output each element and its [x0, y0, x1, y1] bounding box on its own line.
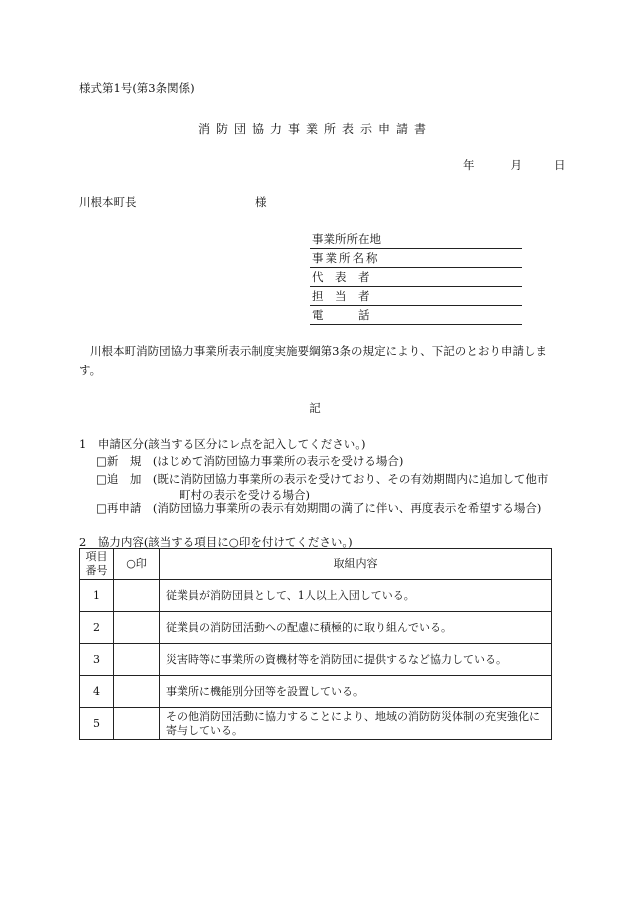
header-content: 取組内容 [160, 549, 552, 580]
table-header-row [80, 549, 552, 580]
option-add[interactable]: □追 加 (既に消防団協力事業所の表示を受けており、その有効期間内に追加して他市 [96, 472, 549, 486]
section1-heading: 1 申請区分(該当する区分にレ点を記入してください。) [79, 437, 366, 451]
year-label: 年 [463, 158, 475, 172]
row-number: 5 [80, 708, 114, 740]
row-content: その他消防団活動に協力することにより、地域の消防防災体制の充実強化に寄与している。 [160, 708, 552, 740]
row-content: 従業員が消防団員として、1人以上入団している。 [160, 580, 552, 612]
row-content: 事業所に機能別分団等を設置している。 [160, 676, 552, 708]
row-content: 従業員の消防団活動への配慮に積極的に取り組んでいる。 [160, 612, 552, 644]
header-item-number-line2: 番号 [85, 564, 108, 577]
representative-label: 代 表 者 [312, 270, 370, 284]
applicant-name-label: 事業所名称 [312, 251, 380, 265]
row-mark-cell[interactable] [114, 708, 160, 740]
contact-person-label: 担 当 者 [312, 289, 370, 303]
section2-heading: 2 協力内容(該当する項目に○印を付けてください。) [79, 535, 353, 549]
row-number: 2 [80, 612, 114, 644]
table-row [80, 612, 552, 644]
applicant-address-label: 事業所所在地 [312, 232, 381, 246]
day-label: 日 [554, 158, 566, 172]
row-content: 災害時等に事業所の資機材等を消防団に提供するなど協力している。 [160, 644, 552, 676]
representative-field[interactable] [310, 268, 522, 287]
row-mark-cell[interactable] [114, 612, 160, 644]
body-paragraph: 川根本町消防団協力事業所表示制度実施要綱第3条の規定により、下記のとおり申請します。 [79, 344, 547, 377]
month-label: 月 [510, 158, 522, 172]
table-row [80, 708, 552, 740]
option-reapply[interactable]: □再申請 (消防団協力事業所の表示有効期間の満了に伴い、再度表示を希望する場合) [96, 501, 542, 515]
ki-heading: 記 [309, 401, 321, 415]
applicant-name-field[interactable] [310, 249, 522, 268]
row-number: 3 [80, 644, 114, 676]
row-mark-cell[interactable] [114, 580, 160, 612]
phone-field[interactable] [310, 306, 522, 325]
header-item-number [80, 549, 114, 580]
row-mark-cell[interactable] [114, 644, 160, 676]
form-number: 様式第1号(第3条関係) [79, 81, 195, 95]
applicant-address-field[interactable] [310, 230, 522, 249]
honorific: 様 [255, 195, 267, 209]
header-mark: ○印 [114, 549, 160, 580]
addressee: 川根本町長 [79, 195, 137, 209]
document-title: 消防団協力事業所表示申請書 [197, 122, 432, 136]
header-item-number-line1: 項目 [85, 550, 108, 563]
applicant-fields [310, 230, 522, 325]
table-row [80, 580, 552, 612]
row-mark-cell[interactable] [114, 676, 160, 708]
row-number: 1 [80, 580, 114, 612]
contact-person-field[interactable] [310, 287, 522, 306]
row-number: 4 [80, 676, 114, 708]
date-line [463, 157, 566, 173]
option-new[interactable]: □新 規 (はじめて消防団協力事業所の表示を受ける場合) [96, 454, 404, 468]
phone-label: 電 話 [312, 308, 370, 322]
cooperation-table [79, 548, 552, 740]
option-add-continued: 町村の表示を受ける場合) [179, 488, 310, 502]
table-row [80, 676, 552, 708]
table-row [80, 644, 552, 676]
